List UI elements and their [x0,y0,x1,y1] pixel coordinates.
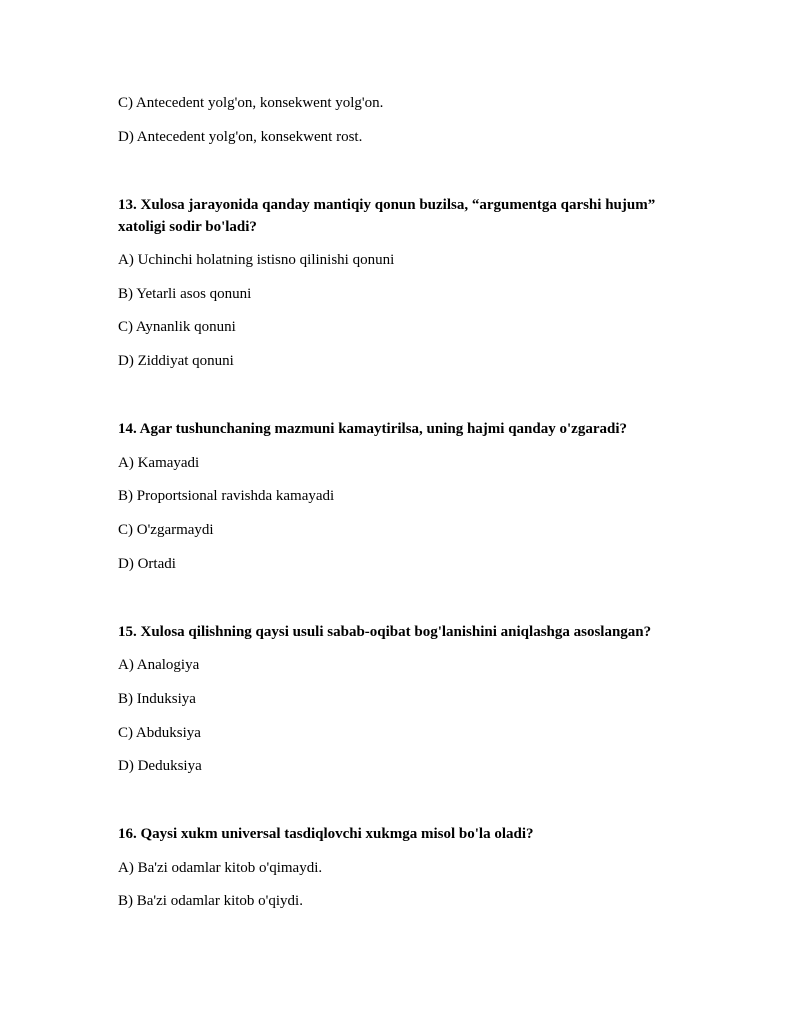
option-b-q16: B) Ba'zi odamlar kitob o'qiydi. [118,893,303,909]
option-d-q14: D) Ortadi [118,556,176,572]
question-13-line-2: xatoligi sodir bo'ladi? [118,219,257,235]
option-c-q13: C) Aynanlik qonuni [118,319,236,335]
option-b-q14: B) Proportsional ravishda kamayadi [118,488,335,504]
option-d-q15: D) Deduksiya [118,758,202,774]
option-b-q13: B) Yetarli asos qonuni [118,286,252,302]
option-a-q16: A) Ba'zi odamlar kitob o'qimaydi. [118,860,323,876]
option-a-q15: A) Analogiya [118,657,200,673]
option-c-q15: C) Abduksiya [118,725,201,741]
question-13-line-1: 13. Xulosa jarayonida qanday mantiqiy qonun buzilsa, “argumentga qarshi hujum” [118,197,656,213]
question-14: 14. Agar tushunchaning mazmuni kamaytirilsa, uning hajmi qanday o'zgaradi? [118,421,627,437]
question-16: 16. Qaysi xukm universal tasdiqlovchi xukmga misol bo'la oladi? [118,826,534,842]
option-d-q12: D) Antecedent yolg'on, konsekwent rost. [118,129,363,145]
option-b-q15: B) Induksiya [118,691,196,707]
option-c-q12: C) Antecedent yolg'on, konsekwent yolg'on. [118,95,384,111]
question-15: 15. Xulosa qilishning qaysi usuli sabab-oqibat bog'lanishini aniqlashga asoslangan? [118,624,652,640]
option-c-q14: C) O'zgarmaydi [118,522,214,538]
option-a-q14: A) Kamayadi [118,455,200,471]
option-a-q13: A) Uchinchi holatning istisno qilinishi qonuni [118,252,395,268]
option-d-q13: D) Ziddiyat qonuni [118,353,234,369]
